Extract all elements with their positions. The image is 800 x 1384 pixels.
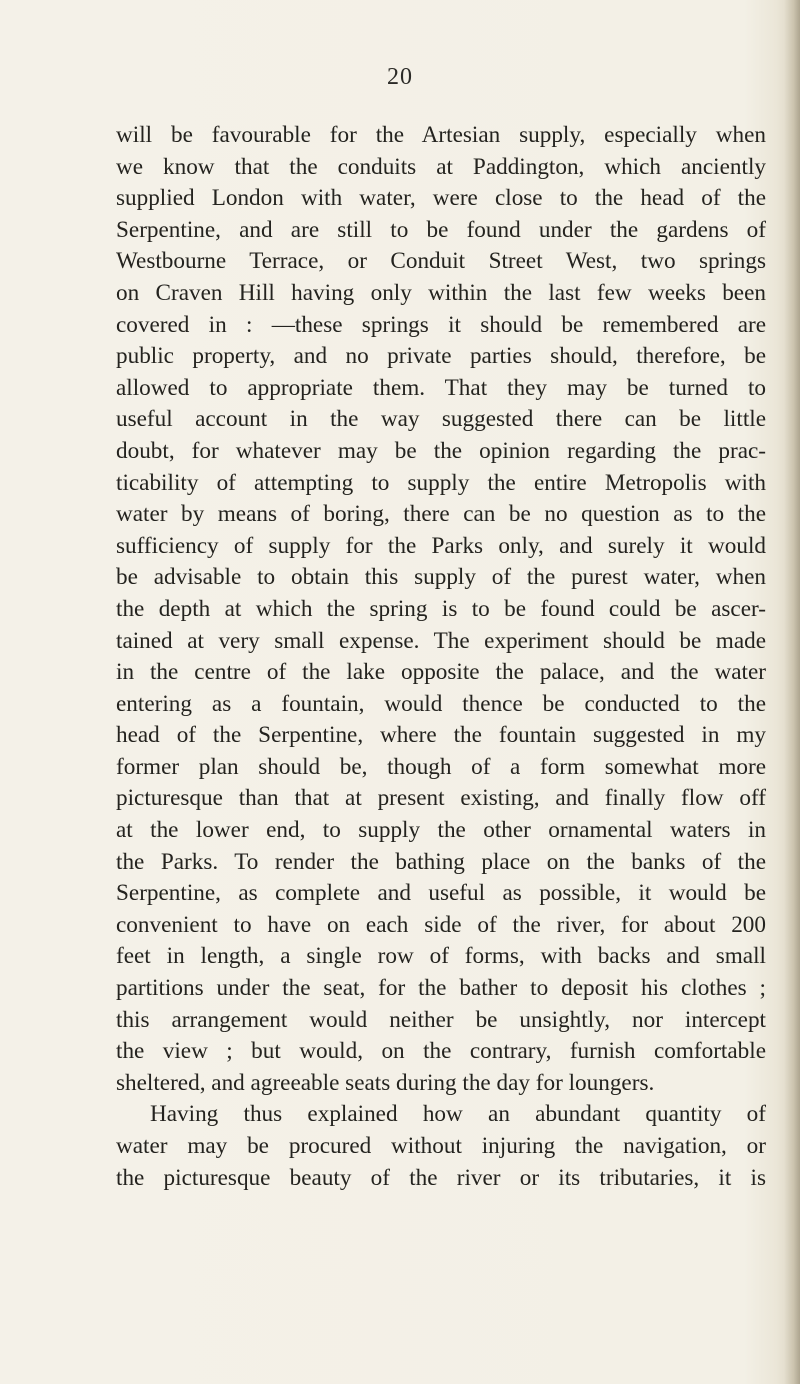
text-line: in the centre of the lake opposite the palace, and the water <box>116 659 766 686</box>
text-line: Westbourne Terrace, or Conduit Street West, two springs <box>116 248 766 275</box>
text-line: entering as a fountain, would thence be conducted to the <box>116 690 766 717</box>
text-line: ticability of attempting to supply the entire Metropolis with <box>116 469 766 496</box>
page-number: 20 <box>387 64 413 90</box>
text-line: public property, and no private parties should, therefore, be <box>116 343 766 370</box>
text-line: doubt, for whatever may be the opinion regarding the prac- <box>116 437 766 464</box>
page-edge-shadow <box>784 0 800 1384</box>
text-line: the picturesque beauty of the river or its tributaries, it is <box>116 1164 766 1191</box>
text-line: water may be procured without injuring the navigation, or <box>116 1133 766 1159</box>
text-line-paragraph-start: Having thus explained how an abundant quantity of <box>150 1101 766 1128</box>
text-line: former plan should be, though of a form somewhat more <box>116 753 766 780</box>
text-line: head of the Serpentine, where the fountain suggested in my <box>116 722 766 749</box>
body-text <box>116 120 766 1194</box>
text-line: convenient to have on each side of the river, for about 200 <box>116 911 766 938</box>
text-line: useful account in the way suggested there can be little <box>116 406 766 433</box>
text-line: we know that the conduits at Paddington, which anciently <box>116 153 766 180</box>
text-line: be advisable to obtain this supply of the purest water, when <box>116 564 766 591</box>
text-line: covered in : —these springs it should be remembered are <box>116 311 766 338</box>
text-line: at the lower end, to supply the other ornamental waters in <box>116 817 766 844</box>
text-line: the Parks. To render the bathing place on the banks of the <box>116 848 766 875</box>
text-line: on Craven Hill having only within the last few weeks been <box>116 279 766 306</box>
text-line: supplied London with water, were close to the head of the <box>116 185 766 212</box>
text-line: sufficiency of supply for the Parks only, and surely it would <box>116 532 766 559</box>
text-line: tained at very small expense. The experiment should be made <box>116 627 766 654</box>
text-line: picturesque than that at present existing, and finally flow off <box>116 785 766 812</box>
text-line: will be favourable for the Artesian supply, especially when <box>116 122 766 148</box>
text-line: allowed to appropriate them. That they may be turned to <box>116 374 766 401</box>
text-line: the view ; but would, on the contrary, furnish comfortable <box>116 1038 766 1065</box>
text-line: partitions under the seat, for the bather to deposit his clothes ; <box>116 975 766 1002</box>
text-line: the depth at which the spring is to be found could be ascer- <box>116 595 766 622</box>
text-line: Serpentine, as complete and useful as possible, it would be <box>116 880 766 907</box>
text-line: this arrangement would neither be unsightly, nor intercept <box>116 1006 766 1033</box>
text-line: water by means of boring, there can be no question as to the <box>116 501 766 528</box>
text-line: sheltered, and agreeable seats during the day for loungers. <box>116 1069 655 1096</box>
text-line: feet in length, a single row of forms, with backs and small <box>116 943 766 970</box>
text-line: Serpentine, and are still to be found under the gardens of <box>116 216 766 243</box>
